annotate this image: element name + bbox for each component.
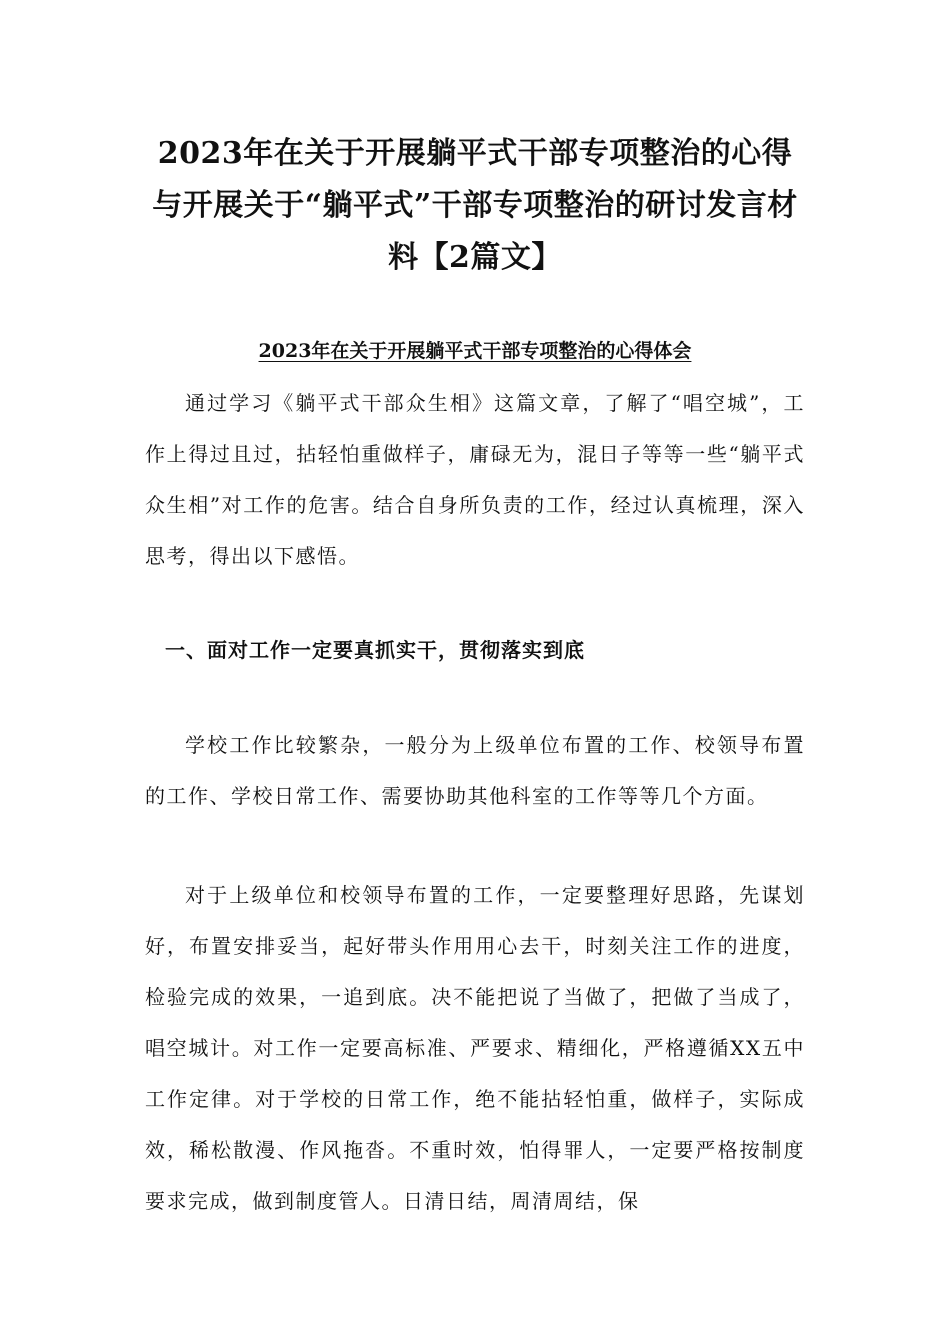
section-title: 2023年在关于开展躺平式干部专项整治的心得体会	[258, 340, 692, 362]
body-paragraph: 对于上级单位和校领导布置的工作，一定要整理好思路，先谋划好，布置安排妥当，起好带头作用用心去干，时刻关注工作的进度，检验完成的效果，一追到底。决不能把说了当做了，把做了当成了，唱空城计。对工作一定要高标准、严要求、精细化，严格遵循XX五中工作定律。对于学校的日常工作，绝不能拈轻怕重，做样子，实际成效，稀松散漫、作风拖沓。不重时效，怕得罪人，一定要严格按制度要求完成，做到制度管人。日清日结，周清周结，保	[145, 883, 805, 1213]
body-paragraph: 学校工作比较繁杂，一般分为上级单位布置的工作、校领导布置的工作、学校日常工作、需要协助其他科室的工作等等几个方面。	[145, 733, 805, 808]
section-heading: 一、面对工作一定要真抓实干，贯彻落实到底	[165, 638, 585, 662]
document-title: 2023年在关于开展躺平式干部专项整治的心得与开展关于“躺平式”干部专项整治的研讨发言材料【2篇文】	[152, 136, 798, 275]
body-paragraph: 通过学习《躺平式干部众生相》这篇文章，了解了“唱空城”，工作上得过且过，拈轻怕重做样子，庸碌无为，混日子等等一些“躺平式众生相”对工作的危害。结合自身所负责的工作，经过认真梳理，深入思考，得出以下感悟。	[145, 391, 805, 568]
